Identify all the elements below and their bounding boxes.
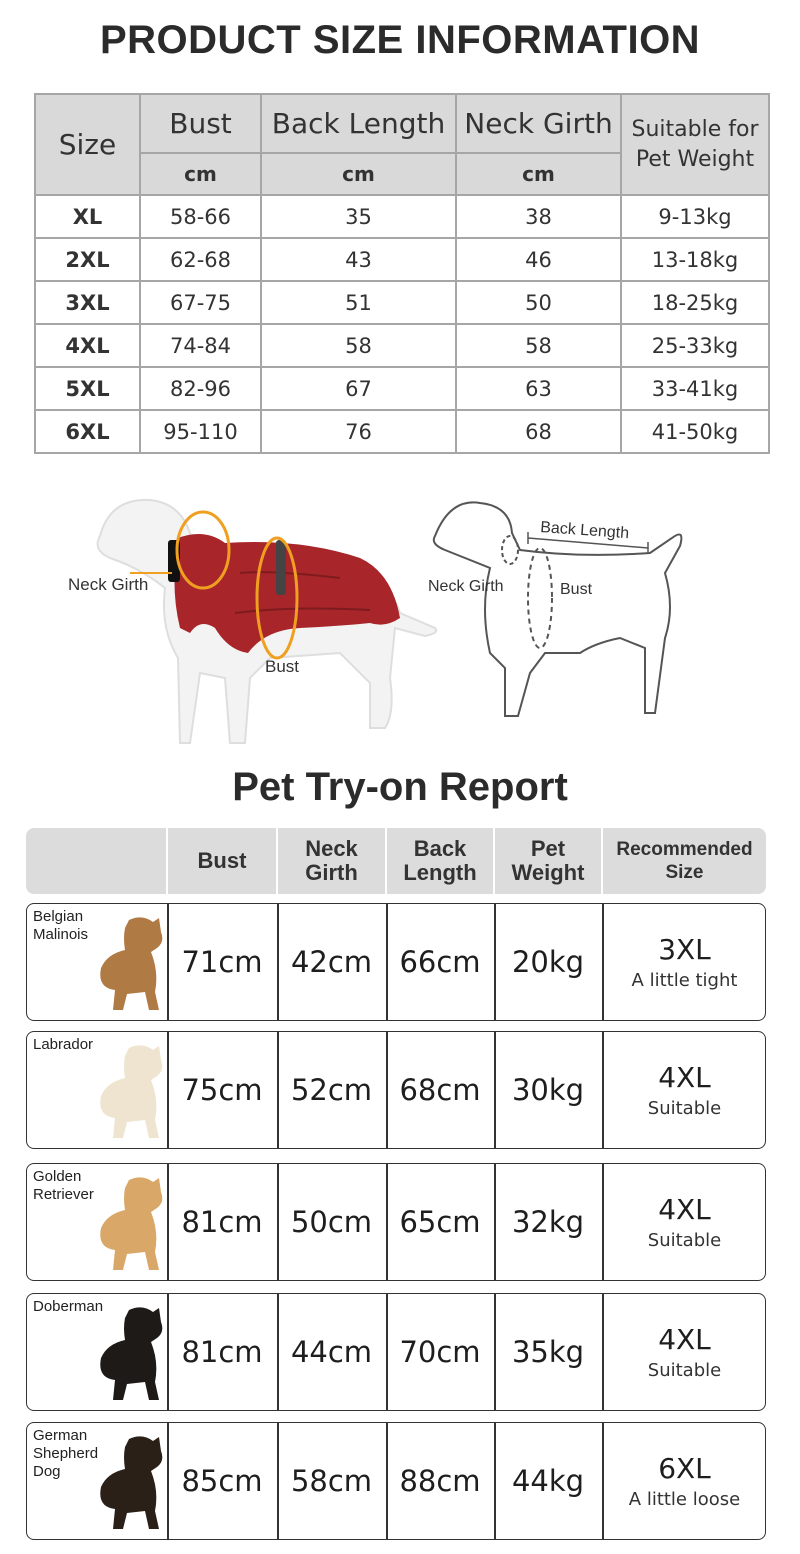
fit-note: A little loose — [628, 1489, 741, 1510]
recommended-size — [602, 904, 767, 1020]
recommended-size-value: 4XL — [658, 1061, 711, 1094]
report-row — [26, 1293, 766, 1411]
header-weight-line1: Suitable for — [631, 116, 759, 142]
back-length-value: 70cm — [399, 1335, 481, 1369]
table-row — [35, 195, 769, 238]
recommended-size-value: 4XL — [658, 1193, 711, 1226]
size-table — [34, 93, 770, 454]
back-cell: 43 — [261, 238, 456, 281]
weight-cell: 25-33kg — [621, 324, 769, 367]
recommended-size — [602, 1423, 767, 1539]
right-back-length-label: Back Length — [539, 519, 630, 543]
bust-value: 71cm — [181, 945, 263, 979]
back-cell: 35 — [261, 195, 456, 238]
neck-girth-value: 50cm — [290, 1205, 373, 1239]
size-cell: 4XL — [35, 324, 140, 367]
left-neck-girth-label: Neck Girth — [68, 575, 149, 594]
header-weight-line1: Pet — [530, 836, 566, 861]
table-row — [35, 281, 769, 324]
unit-neck-girth: cm — [456, 153, 621, 195]
neck-cell: 68 — [456, 410, 621, 453]
breed-label-line: Golden — [33, 1168, 82, 1185]
back-length-value: 65cm — [399, 1205, 481, 1239]
size-cell: 5XL — [35, 367, 140, 410]
report-header — [26, 828, 766, 894]
breed-label-line: German — [33, 1427, 88, 1444]
report-header-bust — [166, 828, 276, 894]
neck-girth-value: 42cm — [290, 945, 373, 979]
table-row — [35, 410, 769, 453]
recommended-size-value: 3XL — [658, 933, 711, 966]
unit-bust: cm — [140, 153, 261, 195]
mannequin-dog-with-coat — [98, 500, 437, 743]
recommended-size-value: 4XL — [658, 1323, 711, 1356]
neck-girth-value: 52cm — [290, 1073, 373, 1107]
back-length-value: 66cm — [399, 945, 481, 979]
fit-note: Suitable — [647, 1098, 722, 1119]
bust-cell: 95-110 — [140, 410, 261, 453]
report-header-recommended-size — [601, 828, 766, 894]
header-back-line2: Length — [403, 860, 477, 885]
bust-cell: 67-75 — [140, 281, 261, 324]
pet-weight-value: 20kg — [511, 945, 585, 979]
pet-weight-value: 32kg — [511, 1205, 585, 1239]
size-cell: 2XL — [35, 238, 140, 281]
header-neck-line1: Neck — [305, 836, 358, 861]
header-rec-line1: Recommended — [616, 839, 753, 860]
report-row — [26, 1031, 766, 1149]
neck-girth-value: 44cm — [290, 1335, 373, 1369]
table-row — [35, 324, 769, 367]
weight-cell: 9-13kg — [621, 195, 769, 238]
breed-label-line: Labrador — [33, 1036, 94, 1053]
header-weight-line2: Weight — [511, 860, 585, 885]
breed-label-line: Dog — [33, 1463, 61, 1480]
fit-note: A little tight — [631, 970, 738, 991]
weight-cell: 18-25kg — [621, 281, 769, 324]
neck-cell: 46 — [456, 238, 621, 281]
bust-value: 75cm — [181, 1073, 263, 1107]
right-neck-girth-label: Neck Girth — [428, 578, 504, 595]
header-neck-girth: Neck Girth — [456, 94, 621, 153]
fit-note: Suitable — [647, 1230, 722, 1251]
size-cell: 3XL — [35, 281, 140, 324]
size-cell: XL — [35, 195, 140, 238]
header-rec-line2: Size — [665, 862, 704, 883]
breed-label-line: Doberman — [33, 1298, 104, 1315]
report-row — [26, 1163, 766, 1281]
dog-silhouette — [100, 1307, 162, 1400]
fit-note: Suitable — [647, 1360, 722, 1381]
recommended-size — [602, 1164, 767, 1280]
back-length-value: 68cm — [399, 1073, 481, 1107]
back-length-line — [528, 538, 648, 548]
size-info-title: PRODUCT SIZE INFORMATION — [99, 18, 701, 62]
header-bust-text: Bust — [197, 848, 247, 873]
header-weight-line2: Pet Weight — [635, 146, 755, 172]
measurement-illustration — [40, 478, 760, 758]
bust-cell: 74-84 — [140, 324, 261, 367]
bust-cell: 62-68 — [140, 238, 261, 281]
weight-cell: 13-18kg — [621, 238, 769, 281]
header-bust: Bust — [140, 94, 261, 153]
breed-label-line: Retriever — [33, 1186, 94, 1203]
bust-cell: 82-96 — [140, 367, 261, 410]
dog-silhouette — [100, 1436, 162, 1529]
size-cell: 6XL — [35, 410, 140, 453]
back-cell: 67 — [261, 367, 456, 410]
breed-label-line: Shepherd — [33, 1445, 99, 1462]
breed-label-line: Belgian — [33, 908, 84, 925]
neck-cell: 58 — [456, 324, 621, 367]
header-size: Size — [35, 94, 140, 195]
dog-silhouette — [100, 1177, 162, 1270]
recommended-size-value: 6XL — [658, 1452, 711, 1485]
pet-weight-value: 35kg — [511, 1335, 585, 1369]
weight-cell: 41-50kg — [621, 410, 769, 453]
back-cell: 51 — [261, 281, 456, 324]
neck-cell: 50 — [456, 281, 621, 324]
neck-cell: 63 — [456, 367, 621, 410]
dog-silhouette — [100, 1045, 162, 1138]
header-pet-weight — [621, 94, 769, 195]
dog-silhouette — [100, 917, 162, 1010]
report-header-back-length — [385, 828, 493, 894]
recommended-size — [602, 1032, 767, 1148]
header-back-length: Back Length — [261, 94, 456, 153]
breed-label-line: Malinois — [33, 926, 89, 943]
header-neck-line2: Girth — [305, 860, 358, 885]
neck-cell: 38 — [456, 195, 621, 238]
bust-value: 81cm — [181, 1335, 263, 1369]
table-row — [35, 238, 769, 281]
left-bust-label: Bust — [265, 657, 300, 676]
neck-girth-value: 58cm — [290, 1464, 373, 1498]
header-back-line1: Back — [413, 836, 467, 861]
unit-back-length: cm — [261, 153, 456, 195]
right-bust-label: Bust — [560, 581, 593, 598]
back-length-value: 88cm — [399, 1464, 481, 1498]
report-header-pet-weight — [493, 828, 601, 894]
table-row — [35, 367, 769, 410]
back-cell: 76 — [261, 410, 456, 453]
weight-cell: 33-41kg — [621, 367, 769, 410]
report-header-neck-girth — [276, 828, 385, 894]
bust-value: 81cm — [181, 1205, 263, 1239]
report-row — [26, 903, 766, 1021]
back-cell: 58 — [261, 324, 456, 367]
pet-weight-value: 30kg — [511, 1073, 585, 1107]
report-row — [26, 1422, 766, 1540]
recommended-size — [602, 1294, 767, 1410]
bust-value: 85cm — [181, 1464, 263, 1498]
report-title: Pet Try-on Report — [232, 765, 568, 809]
pet-weight-value: 44kg — [511, 1464, 585, 1498]
bust-cell: 58-66 — [140, 195, 261, 238]
